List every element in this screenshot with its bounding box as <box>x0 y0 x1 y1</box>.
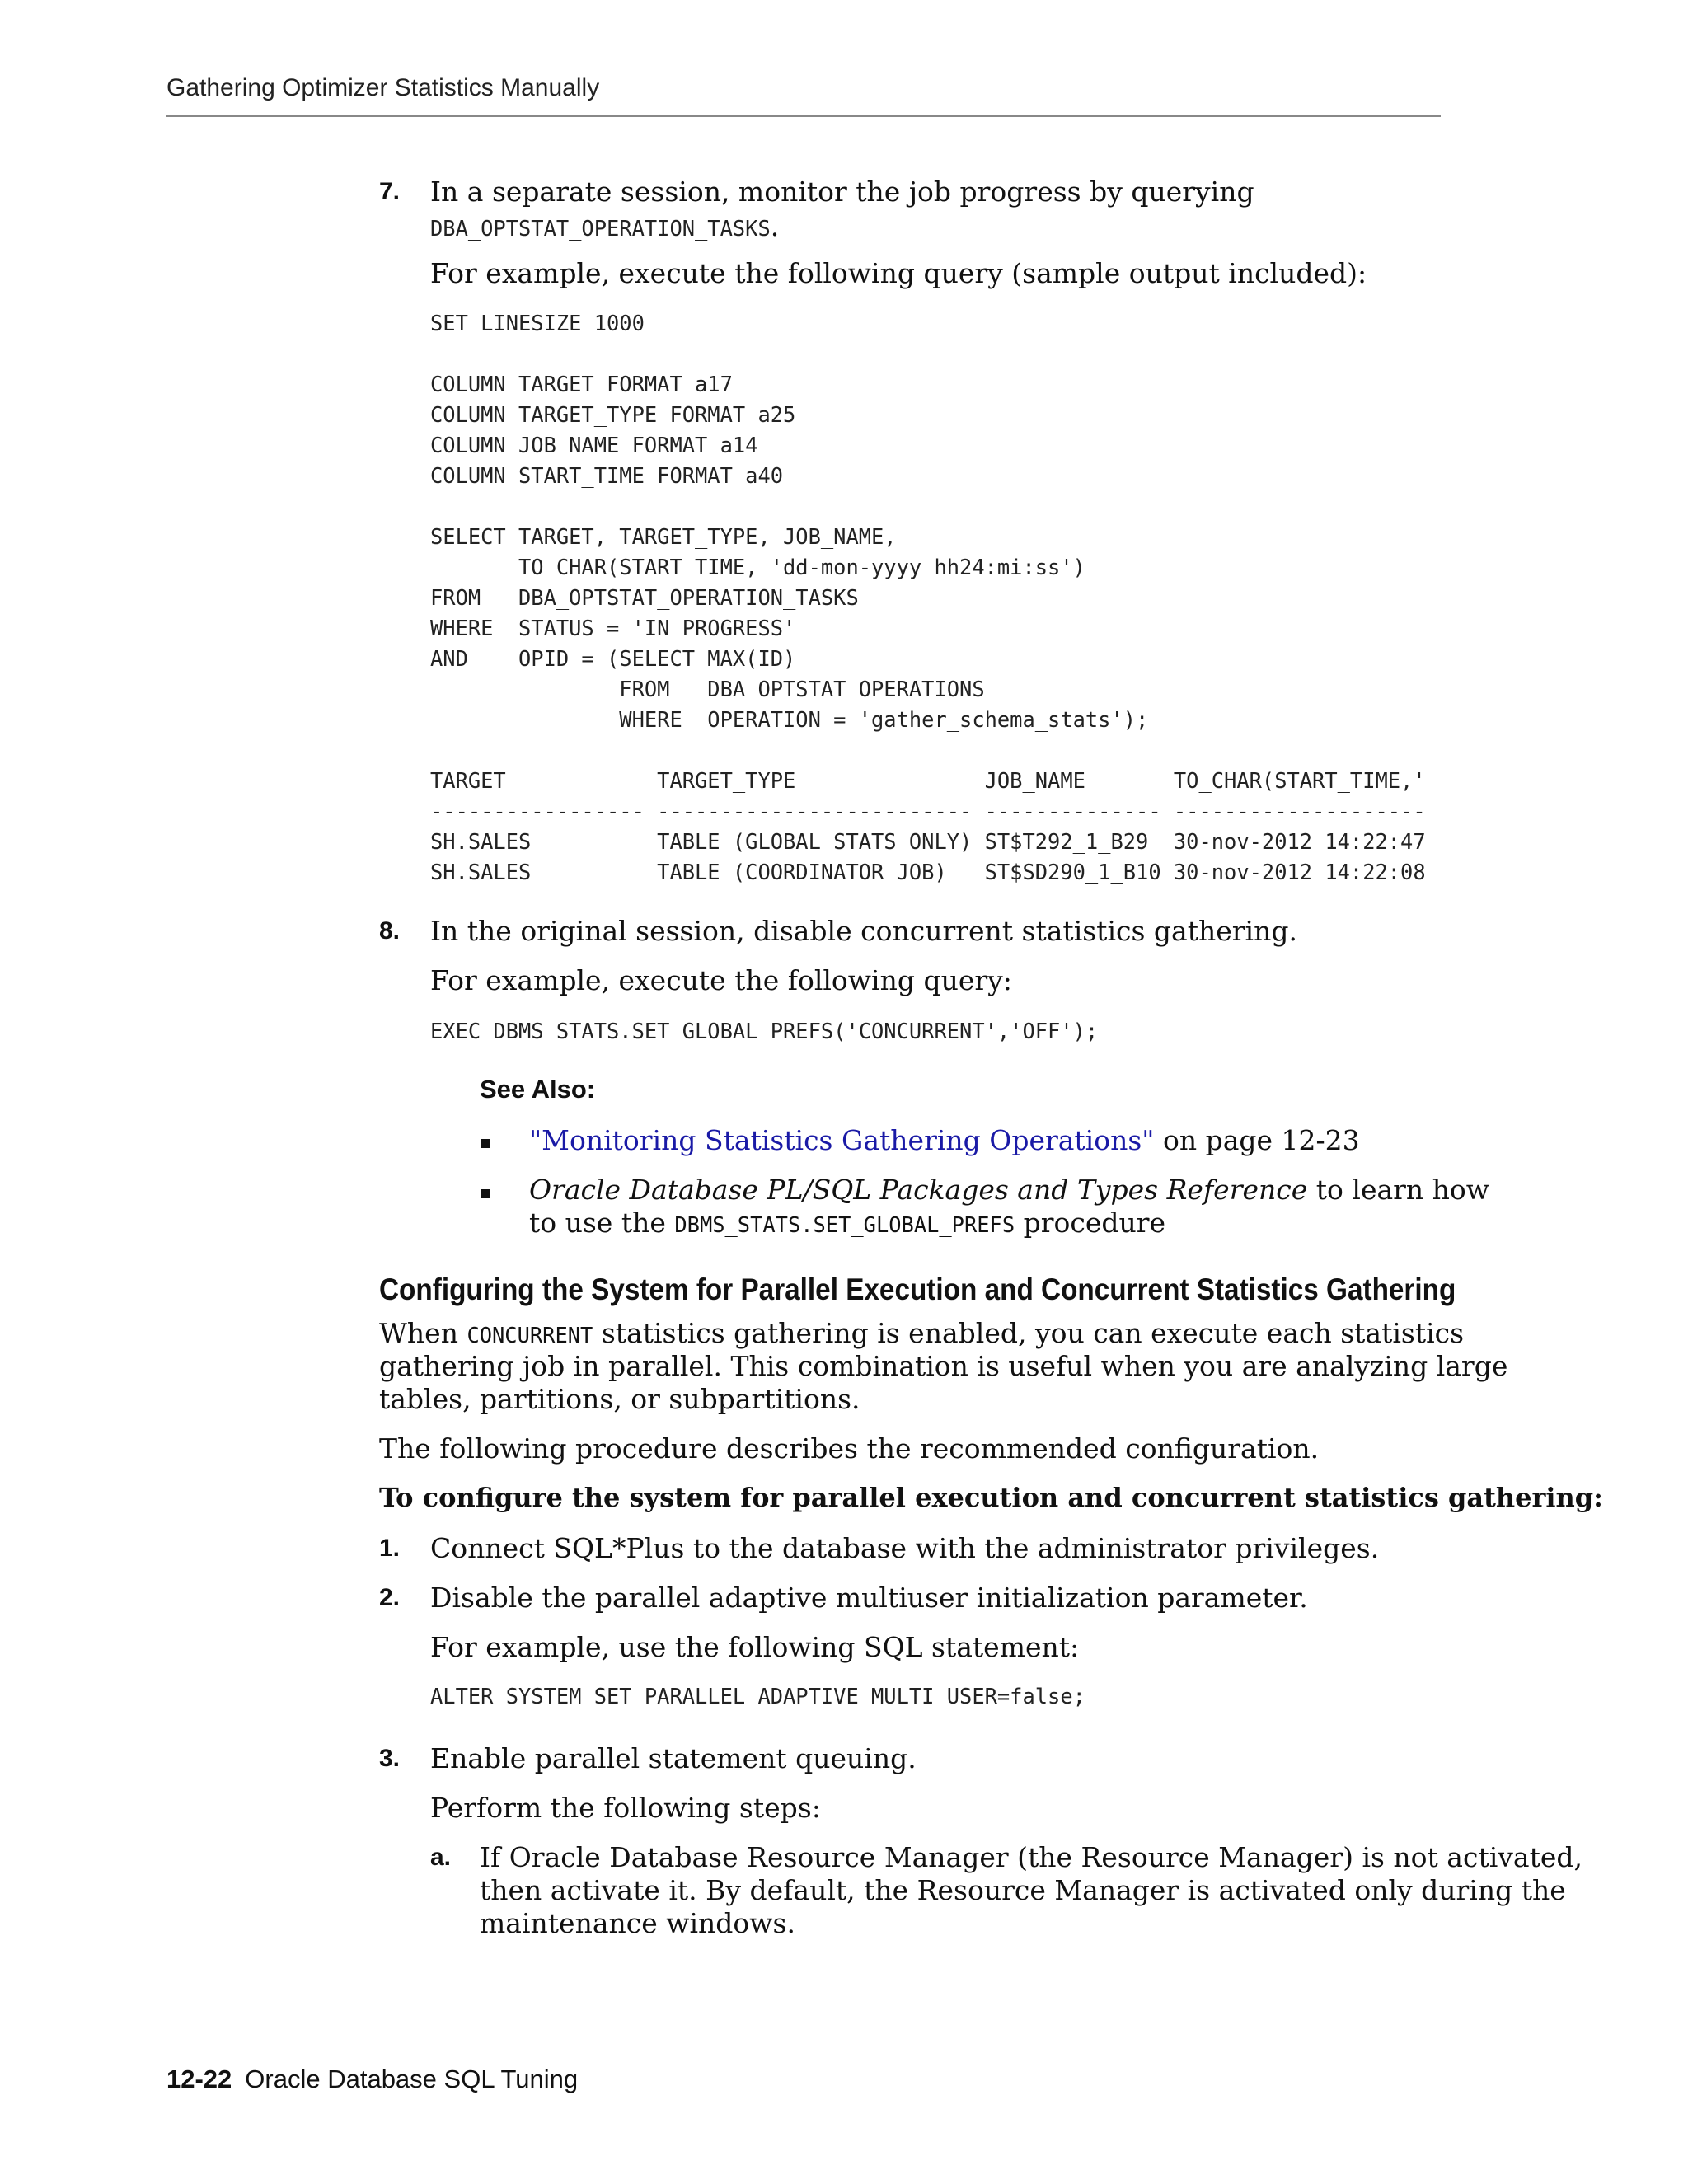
monitoring-statistics-link[interactable]: "Monitoring Statistics Gathering Operations" <box>529 1124 1155 1156</box>
step-8-code-block: EXEC DBMS_STATS.SET_GLOBAL_PREFS('CONCURRENT','OFF'); <box>430 1019 1099 1043</box>
procedure-step-3-intro: Perform the following steps: <box>430 1792 821 1824</box>
section-heading: Configuring the System for Parallel Execution and Concurrent Statistics Gathering <box>379 1272 1456 1306</box>
see-also-item-2-line-2 <box>529 1206 1165 1242</box>
page-footer <box>166 2064 578 2094</box>
step-8-example-intro: For example, execute the following query: <box>430 964 1012 996</box>
step-7-code-ref: DBA_OPTSTAT_OPERATION_TASKS <box>430 216 771 241</box>
para-1-after: statistics gathering is enabled, you can execute each statistics <box>593 1317 1465 1349</box>
section-para-2: The following procedure describes the recommended configuration. <box>379 1432 1320 1465</box>
procedure-step-3a-line-2: then activate it. By default, the Resource Manager is activated only during the <box>480 1874 1566 1906</box>
see-also-item-2-prefix: to use the <box>529 1207 675 1239</box>
see-also-item-2-line-1 <box>529 1173 1489 1207</box>
procedure-step-1-number: 1. <box>379 1535 401 1562</box>
step-8-text: In the original session, disable concurrent statistics gathering. <box>430 915 1297 947</box>
see-also-bullet-1 <box>481 1139 490 1148</box>
step-7-text: In a separate session, monitor the job progress by querying <box>430 176 1254 208</box>
footer-page-number: 12-22 <box>166 2064 232 2093</box>
plsql-reference-title: Oracle Database PL/SQL Packages and Types Reference <box>529 1174 1308 1206</box>
procedure-step-3a-letter: a. <box>430 1844 452 1871</box>
step-8-number: 8. <box>379 917 401 944</box>
concurrent-code: CONCURRENT <box>467 1323 593 1347</box>
procedure-step-3-number: 3. <box>379 1745 401 1772</box>
see-also-bullet-2 <box>481 1189 490 1198</box>
step-7-number: 7. <box>379 178 401 205</box>
procedure-step-3a-line-1: If Oracle Database Resource Manager (the Resource Manager) is not activated, <box>480 1841 1582 1873</box>
procedure-title: To configure the system for parallel execution and concurrent statistics gathering: <box>379 1482 1603 1513</box>
procedure-step-2-text: Disable the parallel adaptive multiuser initialization parameter. <box>430 1582 1308 1614</box>
procedure-step-2-number: 2. <box>379 1584 401 1611</box>
procedure-step-2-code: ALTER SYSTEM SET PARALLEL_ADAPTIVE_MULTI_USER=false; <box>430 1684 1085 1708</box>
see-also-item-2-suffix: procedure <box>1015 1207 1166 1239</box>
procedure-step-3-text: Enable parallel statement queuing. <box>430 1742 917 1774</box>
footer-book-title: Oracle Database SQL Tuning <box>245 2064 579 2093</box>
see-also-title: See Also: <box>480 1075 596 1104</box>
step-7-example-intro: For example, execute the following query (sample output included): <box>430 257 1367 289</box>
procedure-step-2-example-intro: For example, use the following SQL statement: <box>430 1631 1080 1663</box>
header-divider <box>166 115 1441 117</box>
procedure-step-1-text: Connect SQL*Plus to the database with the administrator privileges. <box>430 1532 1380 1564</box>
section-para-1-line-2: gathering job in parallel. This combination is useful when you are analyzing large <box>379 1350 1508 1382</box>
step-7-code-ref-line <box>430 209 779 244</box>
set-global-prefs-code: DBMS_STATS.SET_GLOBAL_PREFS <box>674 1212 1015 1237</box>
para-1-before: When <box>379 1317 467 1349</box>
section-para-1-line-1 <box>379 1316 1464 1352</box>
section-para-1-line-3: tables, partitions, or subpartitions. <box>379 1383 860 1415</box>
see-also-item-1 <box>529 1123 1360 1157</box>
step-7-code-block: SET LINESIZE 1000 COLUMN TARGET FORMAT a17 COLUMN TARGET_TYPE FORMAT a25 COLUMN JOB_NAME FORMAT a14 COLUMN START_TIME FORMAT a40 SELECT TARGET, TARGET_TYPE, JOB_NAME, TO_CHAR(START_TIME, 'dd-mon-yyyy hh24:mi:ss') FROM DBA_OPTSTAT_OPERATION_TASKS WHERE STATUS = 'IN PROGRESS' AND OPID = (SELECT MAX(ID) FROM DBA_OPTSTAT_OPERATIONS WHERE OPERATION = 'gather_schema_stats'); TARGET TARGET_TYPE JOB_NAME TO_CHAR(START_TIME,' ----------------- ------------------------- -------------- -------------------- SH.SALES TABLE (GLOBAL STATS ONLY) ST$T292_1_B29 30-nov-2012 14:22:47 SH.SALES TABLE (COORDINATOR JOB) ST$SD290_1_B10 30-nov-2012 14:22:08 <box>430 311 1426 884</box>
procedure-step-3a-line-3: maintenance windows. <box>480 1907 795 1939</box>
see-also-item-2-rest: to learn how <box>1307 1174 1490 1206</box>
running-header-title: Gathering Optimizer Statistics Manually <box>166 74 600 101</box>
step-7-code-ref-period: . <box>770 210 780 242</box>
see-also-item-1-page-ref: on page 12-23 <box>1154 1124 1360 1156</box>
